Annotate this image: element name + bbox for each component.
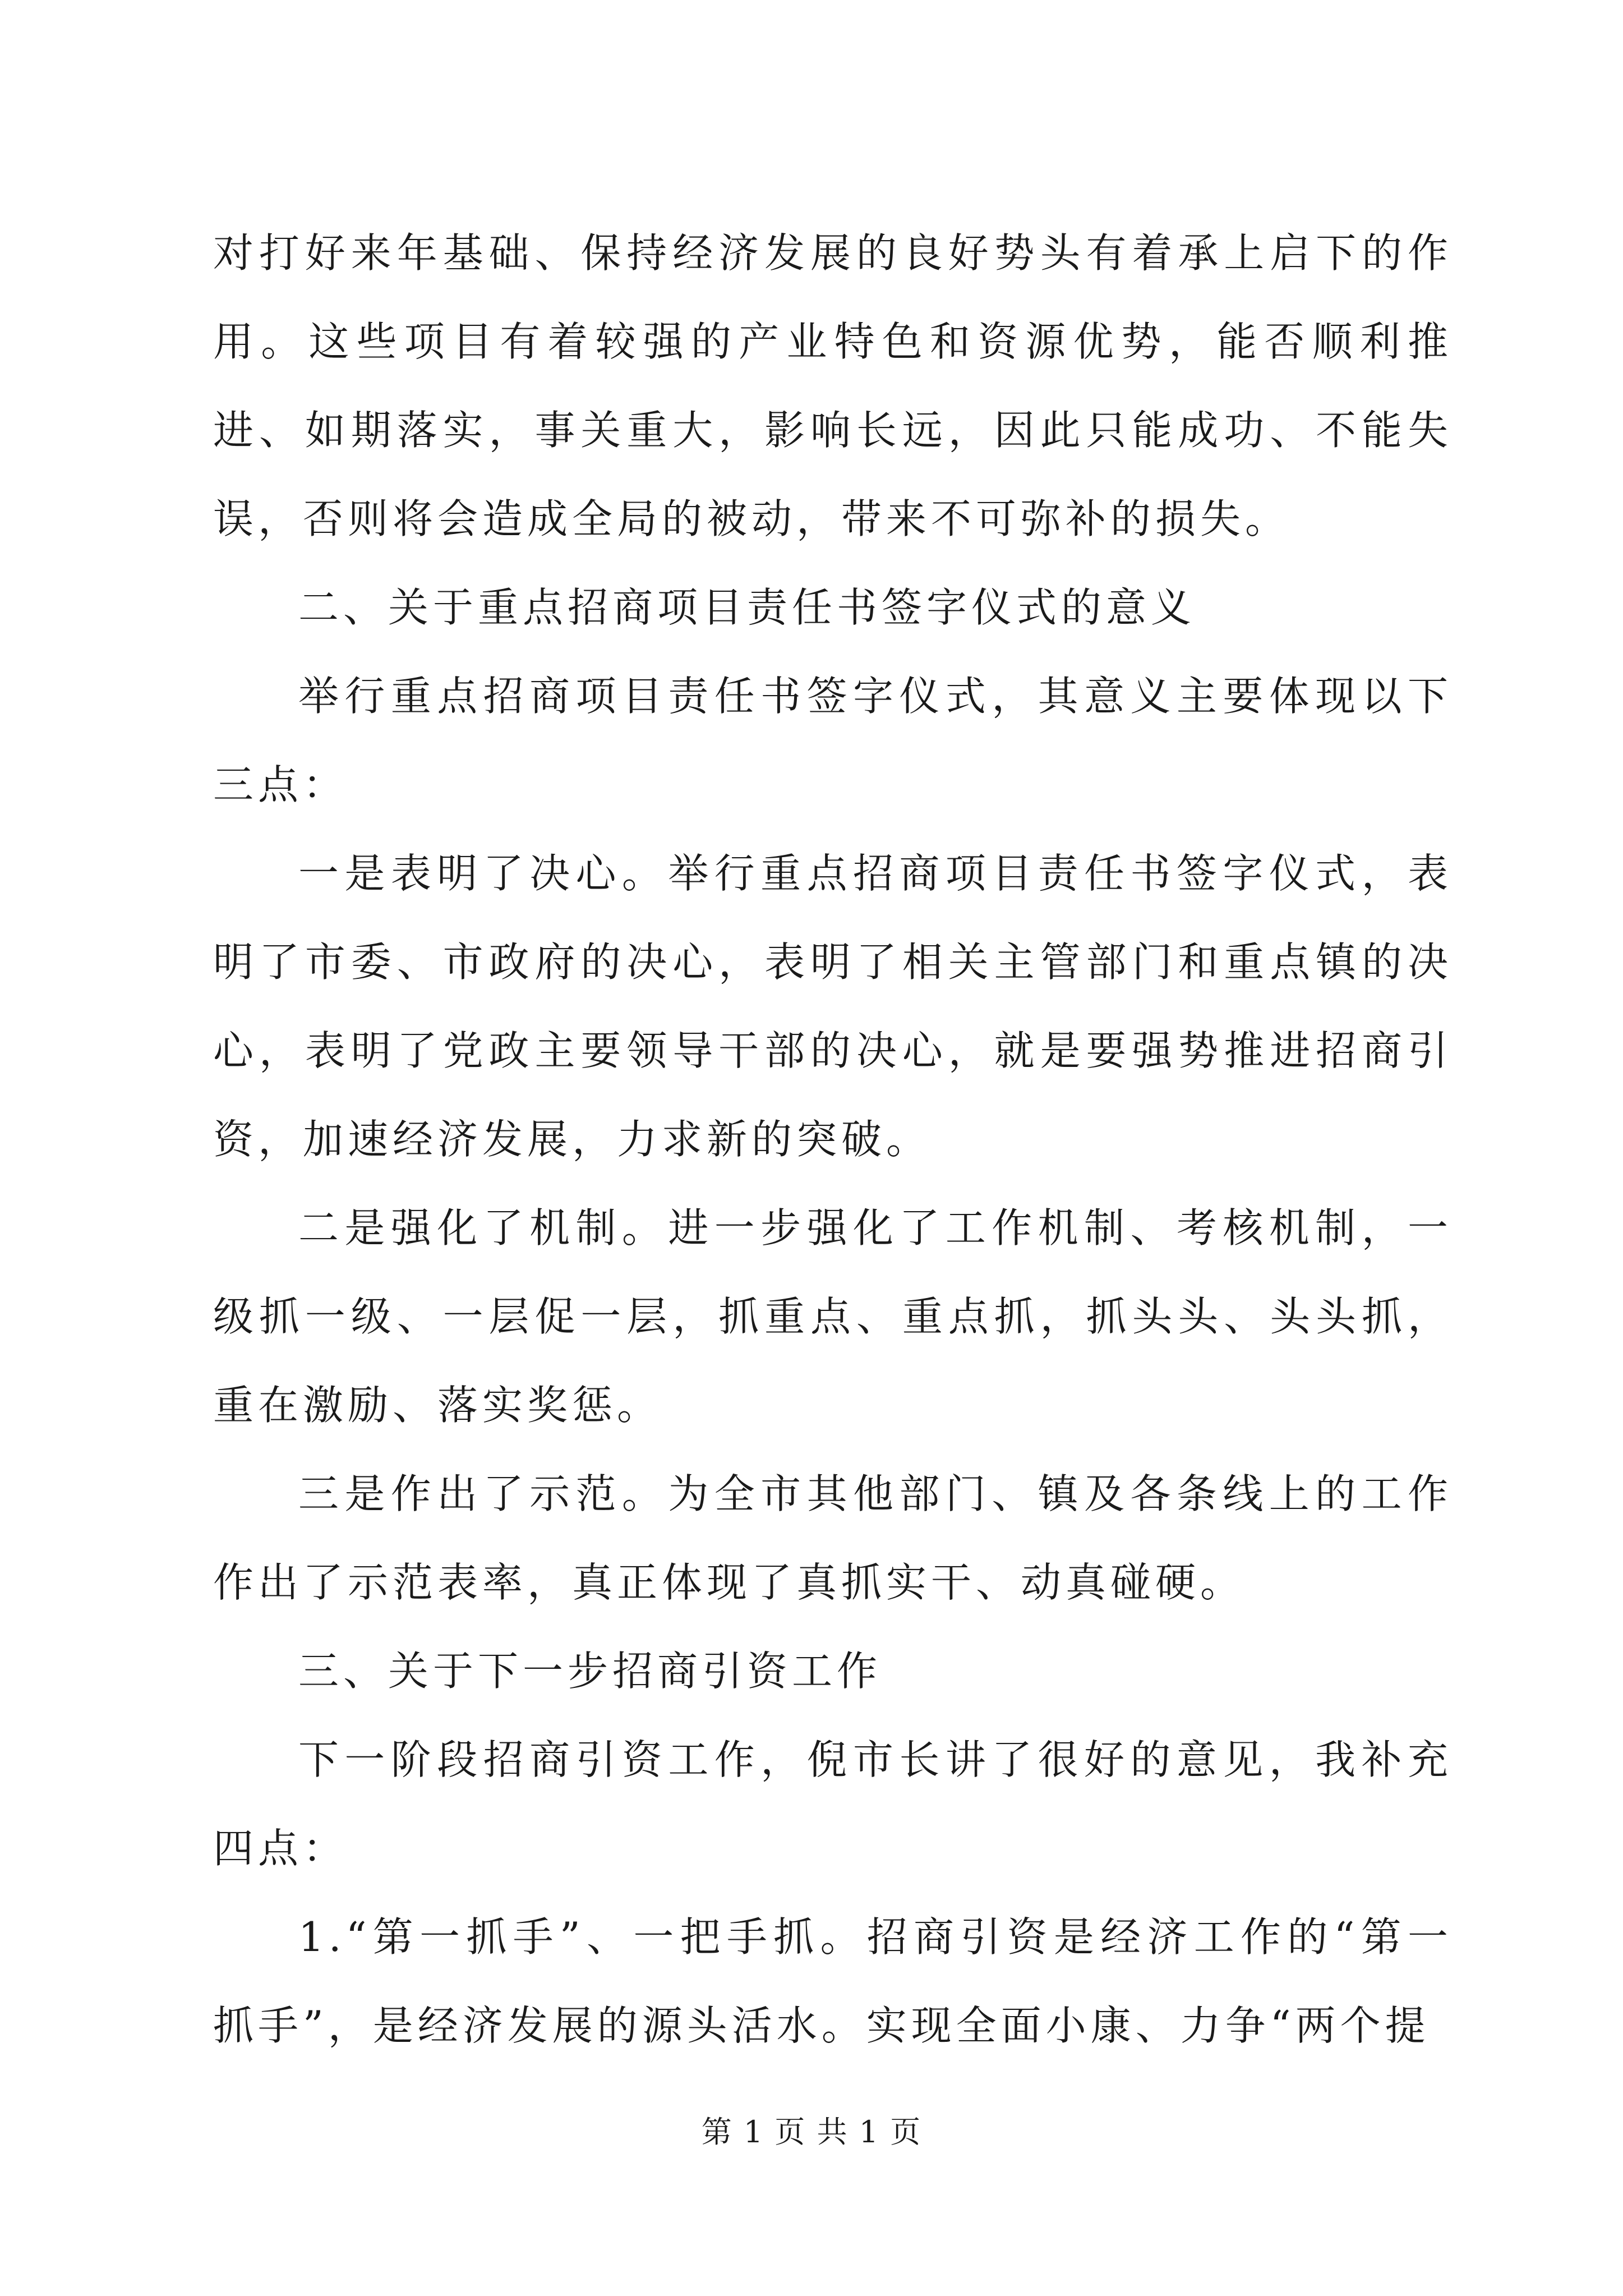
document-body bbox=[213, 209, 1453, 2070]
paragraph-continuation: 对打好来年基础、保持经济发展的良好势头有着承上启下的作用。这些项目有着较强的产业特色和资源优势，能否顺利推进、如期落实，事关重大，影响长远，因此只能成功、不能失误，否则将会造成全局的被动，带来不可弥补的损失。 bbox=[213, 229, 1453, 542]
section-heading-2: 二、关于重点招商项目责任书签字仪式的意义 bbox=[298, 584, 1196, 631]
paragraph-item-1: 1.“第一抓手”、一把手抓。招商引资是经济工作的“第一抓手”，是经济发展的源头活水。实现全面小康、力争“两个提 bbox=[213, 1913, 1453, 2049]
page-footer: 第 1 页 共 1 页 bbox=[701, 2114, 922, 2150]
paragraph-significance-intro: 举行重点招商项目责任书签字仪式，其意义主要体现以下三点： bbox=[213, 673, 1453, 808]
section-heading-3: 三、关于下一步招商引资工作 bbox=[298, 1648, 882, 1695]
paragraph-point-2: 二是强化了机制。进一步强化了工作机制、考核机制，一级抓一级、一层促一层，抓重点、重点抓，抓头头、头头抓，重在激励、落实奖惩。 bbox=[213, 1204, 1453, 1429]
paragraph-next-steps-intro: 下一阶段招商引资工作，倪市长讲了很好的意见，我补充四点： bbox=[213, 1736, 1453, 1872]
paragraph-point-1: 一是表明了决心。举行重点招商项目责任书签字仪式，表明了市委、市政府的决心，表明了相关主管部门和重点镇的决心，表明了党政主要领导干部的决心，就是要强势推进招商引资，加速经济发展，力求新的突破。 bbox=[213, 850, 1453, 1163]
paragraph-point-3: 三是作出了示范。为全市其他部门、镇及各条线上的工作作出了示范表率，真正体现了真抓实干、动真碰硬。 bbox=[213, 1470, 1453, 1606]
